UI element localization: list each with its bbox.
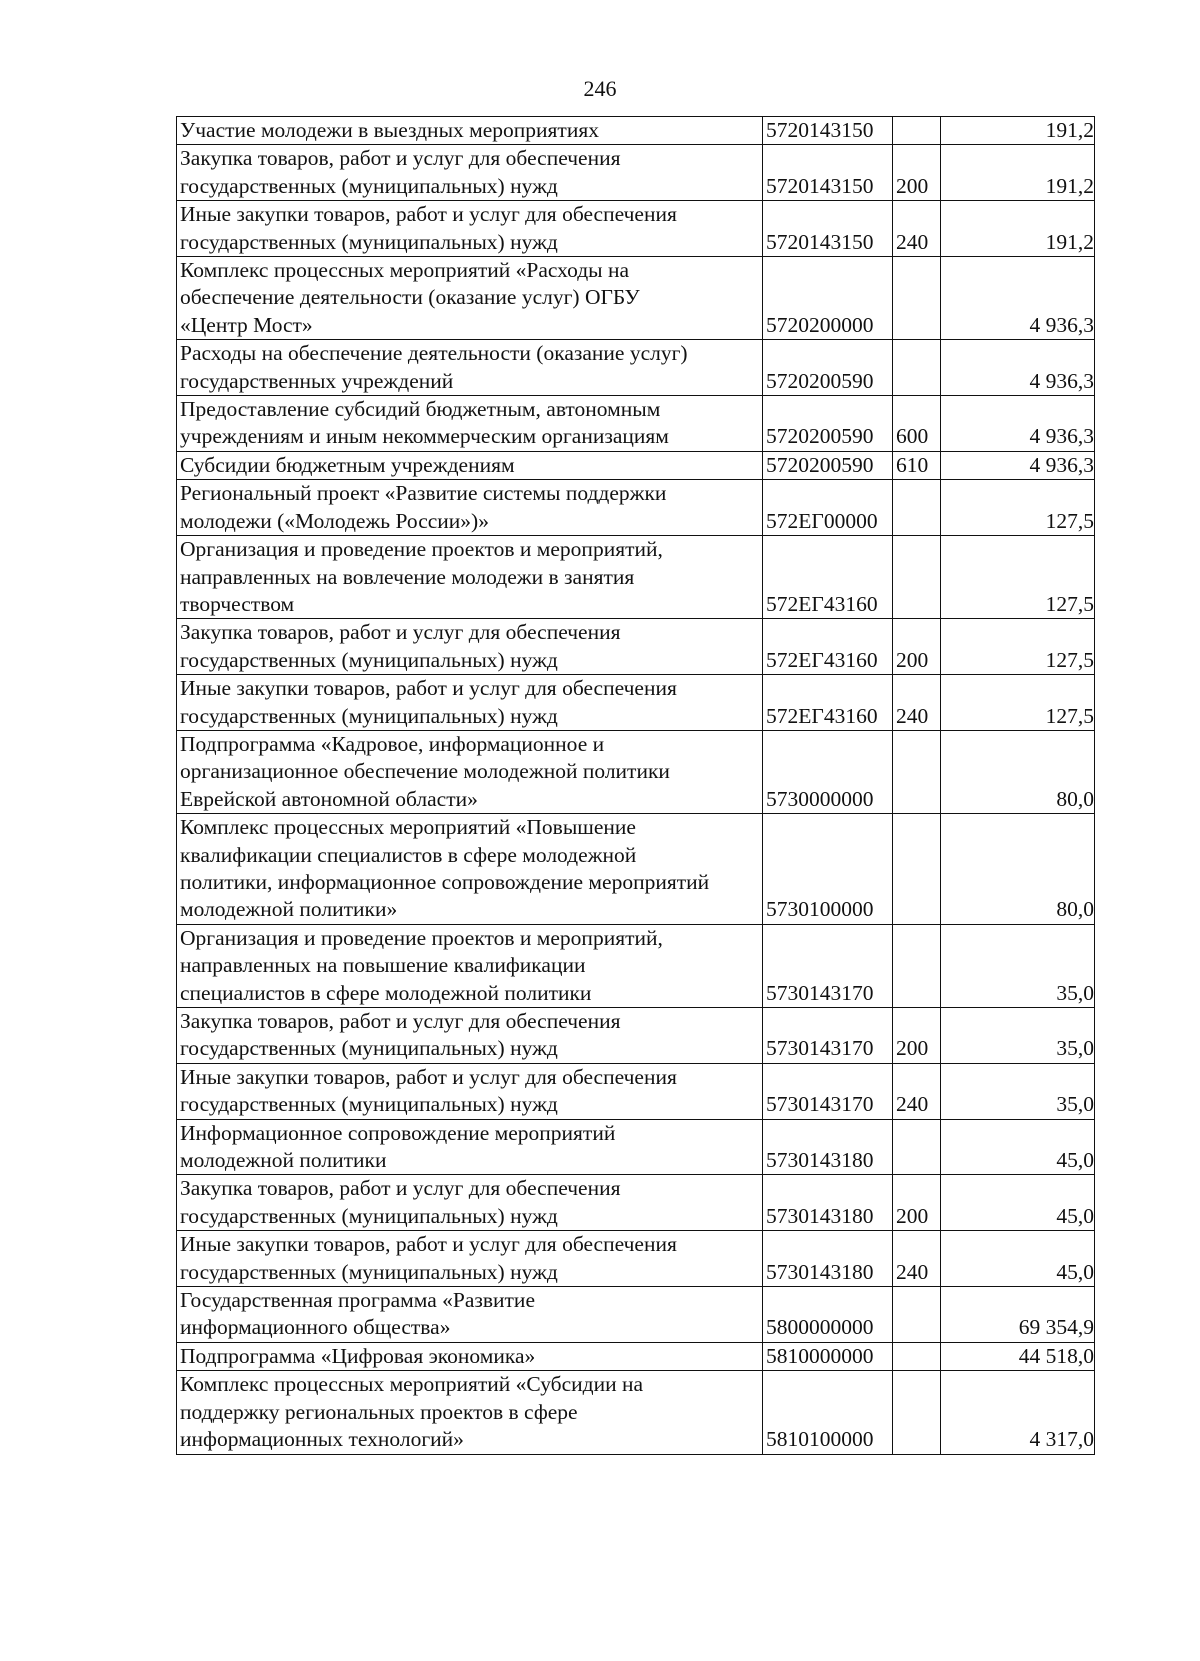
target-code-cell: 5720143150 [763,145,893,201]
amount-cell: 35,0 [941,924,1095,1007]
amount-cell: 127,5 [941,480,1095,536]
table-row [177,1342,1095,1370]
amount-cell: 127,5 [941,619,1095,675]
amount-cell: 127,5 [941,536,1095,619]
expense-type-cell [893,117,941,145]
table-row [177,201,1095,257]
page-number: 246 [583,76,617,101]
row-name-cell: Комплекс процессных мероприятий «Субсидии на поддержку региональных проектов в сфере информационных технологий» [177,1371,763,1454]
table-row [177,340,1095,396]
table-row [177,814,1095,925]
row-name-cell: Иные закупки товаров, работ и услуг для обеспечения государственных (муниципальных) нужд [177,201,763,257]
row-name-cell: Расходы на обеспечение деятельности (оказание услуг) государственных учреждений [177,340,763,396]
table-row [177,145,1095,201]
row-name-cell: Государственная программа «Развитие информационного общества» [177,1287,763,1343]
row-name-cell: Информационное сопровождение мероприятий молодежной политики [177,1119,763,1175]
table-row [177,536,1095,619]
expense-type-cell: 240 [893,1063,941,1119]
table-row [177,1231,1095,1287]
table-row [177,675,1095,731]
expense-type-cell [893,257,941,340]
table-row [177,480,1095,536]
expense-type-cell: 600 [893,396,941,452]
table-row [177,257,1095,340]
target-code-cell: 5730100000 [763,814,893,925]
table-row [177,117,1095,145]
table-row [177,1175,1095,1231]
row-name-cell: Закупка товаров, работ и услуг для обеспечения государственных (муниципальных) нужд [177,145,763,201]
budget-table-body [177,117,1095,1455]
target-code-cell: 5730143180 [763,1231,893,1287]
target-code-cell: 5730143170 [763,1063,893,1119]
target-code-cell: 5720143150 [763,201,893,257]
target-code-cell: 572ЕГ43160 [763,675,893,731]
row-name-cell: Организация и проведение проектов и мероприятий, направленных на вовлечение молодежи в занятия творчеством [177,536,763,619]
row-name-cell: Иные закупки товаров, работ и услуг для обеспечения государственных (муниципальных) нужд [177,675,763,731]
amount-cell: 45,0 [941,1175,1095,1231]
target-code-cell: 5720200590 [763,396,893,452]
amount-cell: 4 936,3 [941,396,1095,452]
row-name-cell: Подпрограмма «Цифровая экономика» [177,1342,763,1370]
target-code-cell: 5810000000 [763,1342,893,1370]
row-name-cell: Закупка товаров, работ и услуг для обеспечения государственных (муниципальных) нужд [177,1175,763,1231]
expense-type-cell [893,1119,941,1175]
target-code-cell: 5720143150 [763,117,893,145]
target-code-cell: 5810100000 [763,1371,893,1454]
row-name-cell: Закупка товаров, работ и услуг для обеспечения государственных (муниципальных) нужд [177,619,763,675]
row-name-cell: Организация и проведение проектов и мероприятий, направленных на повышение квалификации специалистов в сфере молодежной политики [177,924,763,1007]
amount-cell: 4 936,3 [941,451,1095,479]
table-row [177,1063,1095,1119]
expense-type-cell [893,480,941,536]
amount-cell: 35,0 [941,1008,1095,1064]
target-code-cell: 572ЕГ00000 [763,480,893,536]
amount-cell: 191,2 [941,201,1095,257]
row-name-cell: Участие молодежи в выездных мероприятиях [177,117,763,145]
target-code-cell: 5800000000 [763,1287,893,1343]
amount-cell: 44 518,0 [941,1342,1095,1370]
table-row [177,730,1095,813]
target-code-cell: 572ЕГ43160 [763,619,893,675]
expense-type-cell [893,536,941,619]
expense-type-cell [893,924,941,1007]
target-code-cell: 5730143170 [763,924,893,1007]
expense-type-cell: 240 [893,201,941,257]
amount-cell: 45,0 [941,1231,1095,1287]
target-code-cell: 5730143170 [763,1008,893,1064]
expense-type-cell: 240 [893,675,941,731]
table-row [177,1287,1095,1343]
expense-type-cell: 200 [893,1175,941,1231]
amount-cell: 45,0 [941,1119,1095,1175]
target-code-cell: 5720200000 [763,257,893,340]
amount-cell: 4 936,3 [941,340,1095,396]
amount-cell: 191,2 [941,117,1095,145]
table-row [177,924,1095,1007]
amount-cell: 4 317,0 [941,1371,1095,1454]
amount-cell: 80,0 [941,730,1095,813]
target-code-cell: 5730143180 [763,1175,893,1231]
table-row [177,451,1095,479]
amount-cell: 69 354,9 [941,1287,1095,1343]
row-name-cell: Комплекс процессных мероприятий «Повышение квалификации специалистов в сфере молодежной политики, информационное сопровождение мероприятий молодежной политики» [177,814,763,925]
expense-type-cell: 200 [893,1008,941,1064]
amount-cell: 127,5 [941,675,1095,731]
expense-type-cell [893,340,941,396]
amount-cell: 4 936,3 [941,257,1095,340]
table-row [177,1119,1095,1175]
amount-cell: 80,0 [941,814,1095,925]
expense-type-cell [893,814,941,925]
expense-type-cell [893,1342,941,1370]
amount-cell: 35,0 [941,1063,1095,1119]
table-row [177,1008,1095,1064]
target-code-cell: 5730000000 [763,730,893,813]
row-name-cell: Комплекс процессных мероприятий «Расходы на обеспечение деятельности (оказание услуг) ОГБУ «Центр Мост» [177,257,763,340]
target-code-cell: 5720200590 [763,340,893,396]
table-row [177,1371,1095,1454]
row-name-cell: Подпрограмма «Кадровое, информационное и организационное обеспечение молодежной политики Еврейской автономной области» [177,730,763,813]
expense-type-cell: 200 [893,145,941,201]
target-code-cell: 5730143180 [763,1119,893,1175]
expense-type-cell [893,1287,941,1343]
row-name-cell: Субсидии бюджетным учреждениям [177,451,763,479]
expense-type-cell: 200 [893,619,941,675]
expense-type-cell: 240 [893,1231,941,1287]
row-name-cell: Закупка товаров, работ и услуг для обеспечения государственных (муниципальных) нужд [177,1008,763,1064]
amount-cell: 191,2 [941,145,1095,201]
row-name-cell: Иные закупки товаров, работ и услуг для обеспечения государственных (муниципальных) нужд [177,1231,763,1287]
expense-type-cell: 610 [893,451,941,479]
row-name-cell: Региональный проект «Развитие системы поддержки молодежи («Молодежь России»)» [177,480,763,536]
expense-type-cell [893,1371,941,1454]
target-code-cell: 572ЕГ43160 [763,536,893,619]
expense-type-cell [893,730,941,813]
table-row [177,396,1095,452]
table-row [177,619,1095,675]
row-name-cell: Предоставление субсидий бюджетным, автономным учреждениям и иным некоммерческим организациям [177,396,763,452]
target-code-cell: 5720200590 [763,451,893,479]
budget-table [176,116,1095,1455]
row-name-cell: Иные закупки товаров, работ и услуг для обеспечения государственных (муниципальных) нужд [177,1063,763,1119]
